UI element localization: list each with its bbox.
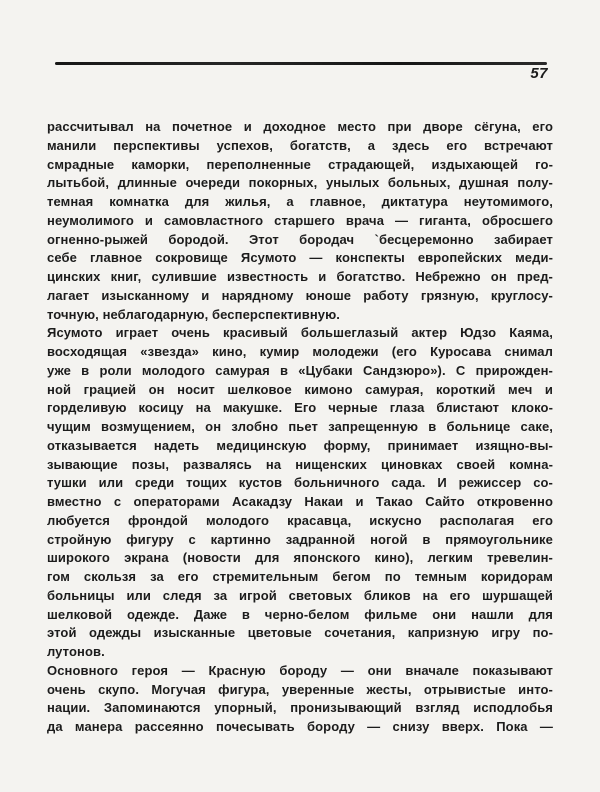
text-line: смрадные каморки, переполненные страдающей, издыхающей го-: [47, 156, 553, 172]
text-line: Ясумото играет очень красивый большеглазый актер Юдзо Каяма,: [47, 325, 553, 341]
text-line: больницы или следя за игрой световых бликов на его шуршащей: [47, 587, 553, 603]
text-line: лутонов.: [47, 644, 105, 659]
text-line: отказывается надеть медицинскую форму, принимает изящно-вы-: [47, 437, 553, 453]
text-line: темная комнатка для жилья, а главное, диктатура неутомимого,: [47, 194, 553, 209]
text-line: гом скользя за его стремительным бегом по темным коридорам: [47, 569, 553, 584]
text-line: горделивую косицу на макушке. Его черные глаза блистают клоко-: [47, 400, 553, 416]
text-line: зывающие позы, развалясь на нищенских циновках своей комна-: [47, 456, 553, 472]
text-line: цинских книг, сулившие известность и богатство. Небрежно он пред-: [47, 269, 553, 284]
text-line: широкого экрана (новости для японского кино), легким тревелин-: [47, 550, 553, 566]
text-line: огненно-рыжей бородой. Этот бородач `бесцеремонно забирает: [47, 231, 553, 247]
text-line: восходящая «звезда» кино, кумир молодежи (его Куросава снимал: [47, 344, 553, 359]
text-line: лагает изысканному и нарядному юноше работу грязную, круглосу-: [47, 287, 553, 303]
text-line: да манера рассеянно почесывать бороду — снизу вверх. Пока —: [47, 719, 553, 734]
text-block: [47, 118, 553, 737]
text-line: неумолимого и самовластного старшего врача — гиганта, обросшего: [47, 212, 553, 228]
text-line: чущим возмущением, он злобно пьет запрещенную в больнице саке,: [47, 419, 553, 434]
text-line: этой одежды изысканные цветовые сочетания, капризную игру по-: [47, 625, 553, 641]
text-line: шелковой одежде. Даже в черно-белом фильме они нашли для: [47, 606, 553, 622]
text-line: уже в роли молодого самурая в «Цубаки Сандзюро»). С прирожден-: [47, 362, 553, 378]
text-line: тушки или среди тощих кустов больничного сада. И режиссер со-: [47, 475, 553, 491]
text-line: точную, неблагодарную, бесперспективную.: [47, 306, 341, 322]
text-line: очень скупо. Могучая фигура, уверенные жесты, отрывистые инто-: [47, 681, 553, 697]
text-line: лытьбой, длинные очереди покорных, унылых больных, душная полу-: [47, 175, 553, 191]
text-line: манили перспективы успехов, богатств, а здесь его встречают: [47, 137, 553, 153]
text-line: Основного героя — Красную бороду — они вначале показывают: [47, 662, 553, 678]
page-number: 57: [530, 65, 548, 82]
text-line: ной грацией он носит шелковое кимоно самурая, короткий меч и: [47, 381, 553, 397]
text-line: нации. Запоминаются упорный, пронизывающий взгляд исподлобья: [47, 700, 553, 716]
text-line: вместно с операторами Асакадзу Накаи и Такао Сайто откровенно: [47, 494, 553, 509]
text-line: рассчитывал на почетное и доходное место при дворе сёгуна, его: [47, 119, 553, 134]
text-line: себе главное сокровище Ясумото — конспекты европейских меди-: [47, 250, 553, 266]
header-rule: [55, 62, 547, 65]
text-line: любуется фрондой молодого красавца, искусно располагая его: [47, 512, 553, 528]
text-line: стройную фигуру с картинно задранной ногой в прямоугольнике: [47, 531, 553, 547]
